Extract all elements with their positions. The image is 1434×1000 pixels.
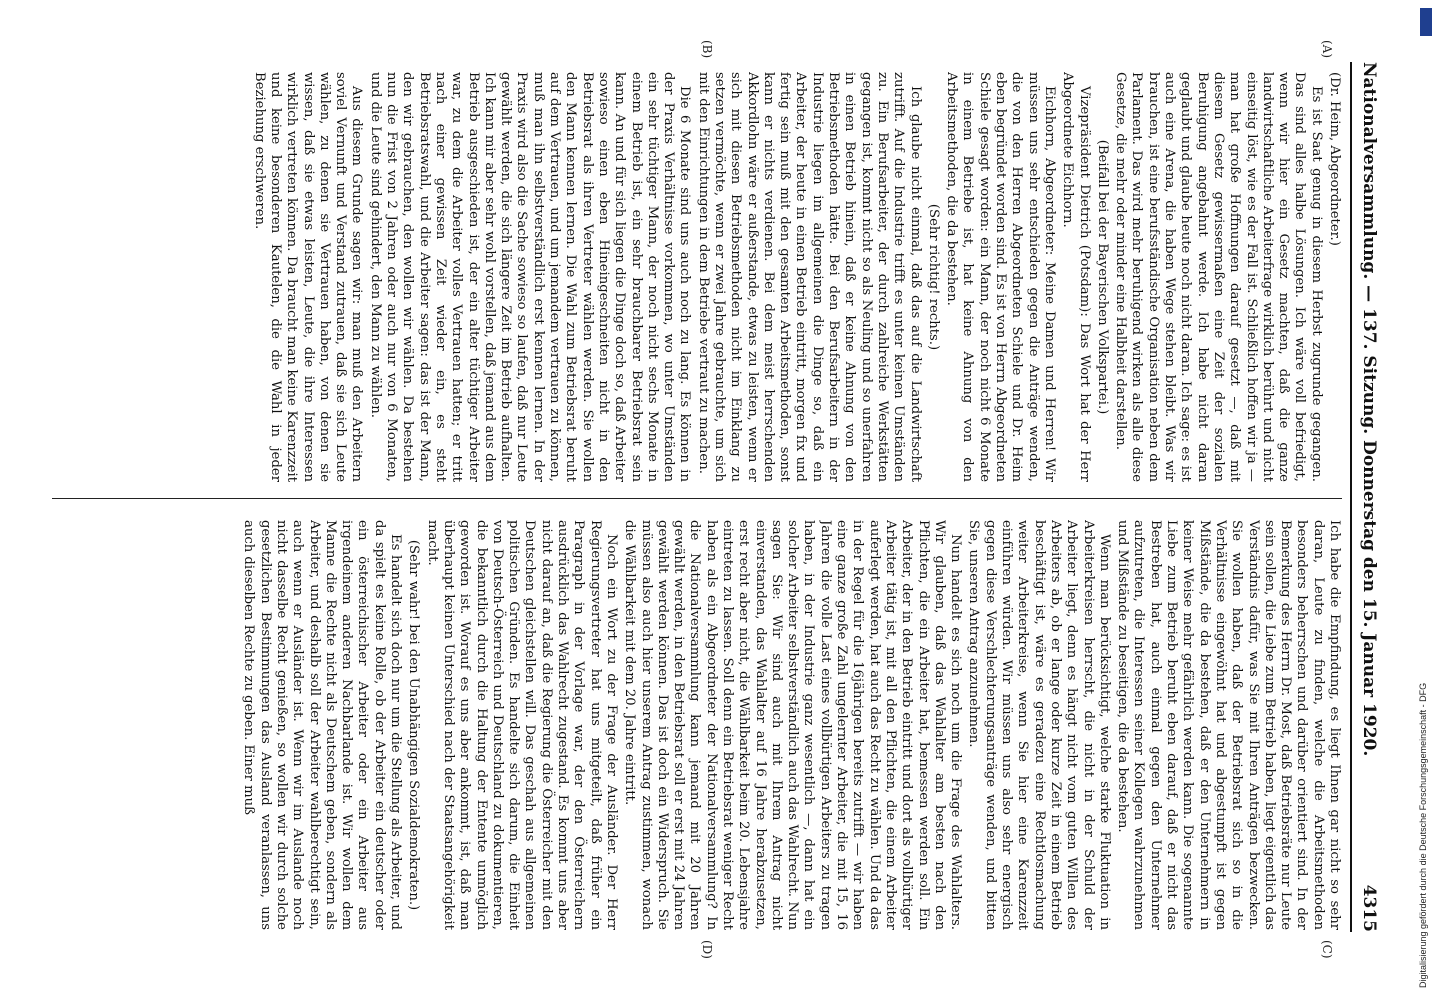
paragraph: Es handelt sich doch nur um die Stellung als Arbeiter, und da spielt es keine Rolle, ob der Arbeiter ein deutscher oder ein österreichischer Arbeiter oder ein Arbeiter aus irgendeinem anderen Nachbarlande ist. Wir wollen dem Manne die Rechte nicht als Deutschem geben, sondern als Arbeiter, und deshalb soll der Arbeiter wahlberechtigt sein, auch wenn er Ausländer ist. Wenn wir im Auslande noch nicht dasselbe Recht genießen, so wollen wir durch solche gesetzlichen Bestimmungen das Ausland veranlassen, uns auch dieselben Rechte zu geben. Einer muß: [241, 520, 404, 930]
paragraph: Eichhorn, Abgeordneter: Meine Damen und Herren! Wir müssen uns sehr entschieden gegen die Anträge wenden, die von den Herren Abgeordneten Schiele und Dr. Heim eben begründet worden sind. Es ist von Herrn Abgeordneten Schiele gesagt worden: ein Mann, der noch nicht 6 Monate in einem Betriebe ist, hat keine Ahnung von den Arbeitsmethoden, die da bestehen.: [944, 72, 1057, 482]
column-divider: [52, 498, 1342, 499]
paragraph: (Sehr wahr! bei den Unabhängigen Sozialdemokraten.): [406, 539, 422, 911]
paragraph: (Sehr richtig! rechts.): [925, 203, 941, 351]
page-number: 4315: [1359, 884, 1379, 932]
paragraph: Nun handelt es sich noch um die Frage des Wahlalters. Wir glauben, daß das Wahlalter am besten nach den Pflichten, die ein Arbeiter hat, bemessen werden soll. Ein Arbeiter, der in den Betrieb eintritt und dort als vollbürtiger Arbeiter tätig ist, mit all den Pflichten, die einem Arbeiter auferlegt werden, hat auch das Recht zu wählen. Und da das in der Regel für die 16jährigen bereits zutrifft — wir haben eine ganze große Zahl ungelernter Arbeiter, die mit 15, 16 Jahren die volle Last eines vollbürtigen Arbeiters zu tragen haben, in der Industrie ganz wesentlich —, dann hat ein solcher Arbeiter selbstverständlich auch das Wahlrecht. Nun sagen Sie: Wir sind auch mit Ihrem Antrag nicht einverstanden, das Wahlalter auf 16 Jahre herabzusetzen, erst recht aber nicht, die Wählbarkeit beim 20. Lebensjahre eintreten zu lassen. Soll denn ein Betriebsrat weniger Recht haben als ein Abgeordneter der Nationalversammlung? In die Nationalversammlung kann jemand mit 20 Jahren gewählt werden, in den Betriebsrat soll er erst mit 24 Jahren gewählt werden können. Das ist doch ein Widerspruch. Sie müssen also auch hier unserem Antrag zustimmen, wonach die Wählbarkeit mit dem 20. Jahre eintritt.: [622, 520, 964, 930]
paragraph: Ich habe die Empfindung, es liegt Ihnen gar nicht so sehr daran, Leute zu finden, welche die Arbeitsmethoden besonders beherrschen und darüber orientiert sind. In der Bemerkung des Herrn Dr. Most, daß Betriebsräte nur Leute sein sollen, die Liebe zum Betrieb haben, liegt eigentlich das Verständnis dafür, was Sie mit Ihren Anträgen bezwecken. Sie wollen haben, daß der Betriebsrat sich so in die Verhältnisse eingewöhnt hat und abgestumpft ist gegen Mißstände, die da bestehen, daß er den Unternehmern in keiner Weise mehr gefährlich werden kann. Die sogenannte Liebe zum Betrieb beruht eben darauf, daß er nicht das Bestreben hat, auch einmal gegen den Unternehmer aufzutreten, die Interessen seiner Kollegen wahrzunehmen und Mißstände zu beseitigen, die da bestehen.: [1115, 520, 1342, 930]
paragraph: Die 6 Monate sind uns auch noch zu lang. Es können in der Praxis Verhältnisse vorkommen, wo unter Umständen ein sehr tüchtiger Mann, der noch nicht sechs Monate in einem Betrieb ist, ein sehr brauchbarer Betriebsrat sein kann. An und für sich liegen die Dinge doch so, daß Arbeiter sowieso einen eben Hineingeschneiten nicht in den Betriebsrat als ihren Vertreter wählen werden. Sie wollen den Mann kennen lernen. Die Wahl zum Betriebsrat beruht auf dem Vertrauen, und um jemandem vertrauen zu können, muß man ihn selbstverständlich erst kennen lernen. In der Praxis wird also die Sache sowieso so laufen, daß nur Leute gewählt werden, die sich längere Zeit im Betrieb aufhalten. Ich kann mir aber sehr wohl vorstellen, daß jemand aus dem Betrieb ausgeschieden ist, der ein alter tüchtiger Arbeiter war, zu dem die Arbeiter volles Vertrauen hatten; er tritt nach einer gewissen Zeit wieder ein, es steht Betriebsratswahl, und die Arbeiter sagen: das ist der Mann, den wir gebrauchen, den wollen wir wählen. Da bestehen nun die Frist von 2 Jahren oder auch nur von 6 Monaten, und die Leute sind gehindert, den Mann zu wählen.: [367, 72, 693, 482]
header-title: Nationalversammlung. — 137. Sitzung. Donnerstag den 15. Januar 1920.: [1359, 62, 1379, 757]
paragraph: Noch ein Wort zu der Frage der Ausländer. Der Herr Regierungsvertreter hat uns mitgeteilt, daß früher ein Paragraph in der Vorlage war, der den Österreichern ausdrücklich das Wahlrecht zugestand. Es kommt uns aber nicht darauf an, daß die Regierung die Österreicher mit den Deutschen gleichstellen will. Das geschah aus allgemeinen politischen Gründen. Es handelte sich darum, die Einheit von Deutsch-Österreich und Deutschland zu dokumentieren, die bekanntlich durch die Haltung der Entente unmöglich geworden ist. Worauf es uns aber ankommt, ist, daß man überhaupt keinen Unterschied nach der Staatsangehörigkeit macht.: [424, 520, 619, 930]
paragraph: (Beifall bei der Bayerischen Volkspartei.): [1094, 139, 1110, 415]
margin-note-a: (A): [1320, 40, 1334, 59]
digitization-credit: [1418, 8, 1432, 988]
paragraph: Es ist Saat genug in diesem Herbst zugrunde gegangen. Das sind alles halbe Lösungen. Ich wäre voll befriedigt, wenn wir hier ein Gesetz machten, daß die ganze landwirtschaftliche Arbeiterfrage wirklich berührt und nicht einseitig löst, wie es der Fall ist. Schließlich hoffen wir ja — man hat große Hoffnungen darauf gesetzt —, daß mit diesem Gesetz gewissermaßen eine Zeit der sozialen Beruhigung angebahnt werde. Ich habe nicht daran geglaubt und glaube heute noch nicht daran. Ich sage: es ist auch eine Arena, die haben Wege stehen bleibt. Was wir brauchen, ist eine berufsständische Organisation neben dem Parlament. Das wird mehr beruhigend wirken als alle diese Gesetze, die mehr oder minder eine Halbheit darstellen.: [1113, 72, 1324, 482]
paragraph: (Dr. Heim, Abgeordneter.): [1327, 72, 1342, 246]
margin-note-d: (D): [700, 940, 714, 959]
page-header: [1350, 62, 1386, 932]
margin-note-b: (B): [700, 40, 714, 59]
left-text-column: [42, 72, 1342, 482]
paragraph: Vizepräsident Dietrich (Potsdam): Das Wort hat der Herr Abgeordnete Eichhorn.: [1060, 72, 1092, 482]
margin-note-c: (C): [1320, 940, 1334, 959]
credit-text: Digitalisierung gefördert durch die Deutsche Forschungsgemeinschaft - DFG: [1418, 682, 1428, 988]
paragraph: Ich glaube nicht einmal, daß das auf die Landwirtschaft zutrifft. Auf die Industrie trifft es unter keinen Umständen zu. Ein Berufsarbeiter, der durch zahlreiche Werkstätten gegangen ist, kommt nicht so als Neuling und so unerfahren in einen Betrieb hinein, daß er keine Ahnung von den Betriebsmethoden hätte. Bei den Berufsarbeitern in der Industrie liegen im allgemeinen die Dinge so, daß ein Arbeiter, der heute in einen Betrieb eintritt, morgen fix und fertig sein muß mit den gesamten Arbeitsmethoden, sonst kann er nichts verdienen. Bei dem meist herrschenden Akkordlohn wäre er außerstande, etwas zu leisten, wenn er sich mit diesen Betriebsmethoden nicht im Einklang zu setzen vermöchte, wenn er zwei Jahre gebrauchte, um sich mit den Einrichtungen in dem Betriebe vertraut zu machen.: [695, 72, 923, 482]
paragraph: Wenn man berücksichtigt, welche starke Fluktuation in Arbeiterkreisen herrscht, die nicht in der Schuld der Arbeiter liegt, denn es hängt nicht vom guten Willen des Arbeiters ab, ob er lange oder kurze Zeit in einem Betrieb beschäftigt ist, wäre es geradezu eine Rechtlosmachung weiter Arbeiterkreise, wenn Sie hier eine Karenzzeit einführen würden. Wir müssen uns also sehr energisch gegen diese Verschlechterungsanträge wenden, und bitten Sie, unseren Antrag anzunehmen.: [966, 520, 1112, 930]
right-text-column: [42, 520, 1342, 930]
paragraph: Aus diesem Grunde sagen wir: man muß den Arbeitern soviel Vernunft und Verstand zutrauen, daß sie sich Leute wählen, zu denen sie Vertrauen haben, von denen sie wissen, daß sie etwas leisten, Leute, die ihre Interessen wirklich vertreten können. Da braucht man keine Karenzzeit und keine besonderen Kautelen, die die Wahl in jeder Beziehung erschweren.: [251, 72, 365, 482]
